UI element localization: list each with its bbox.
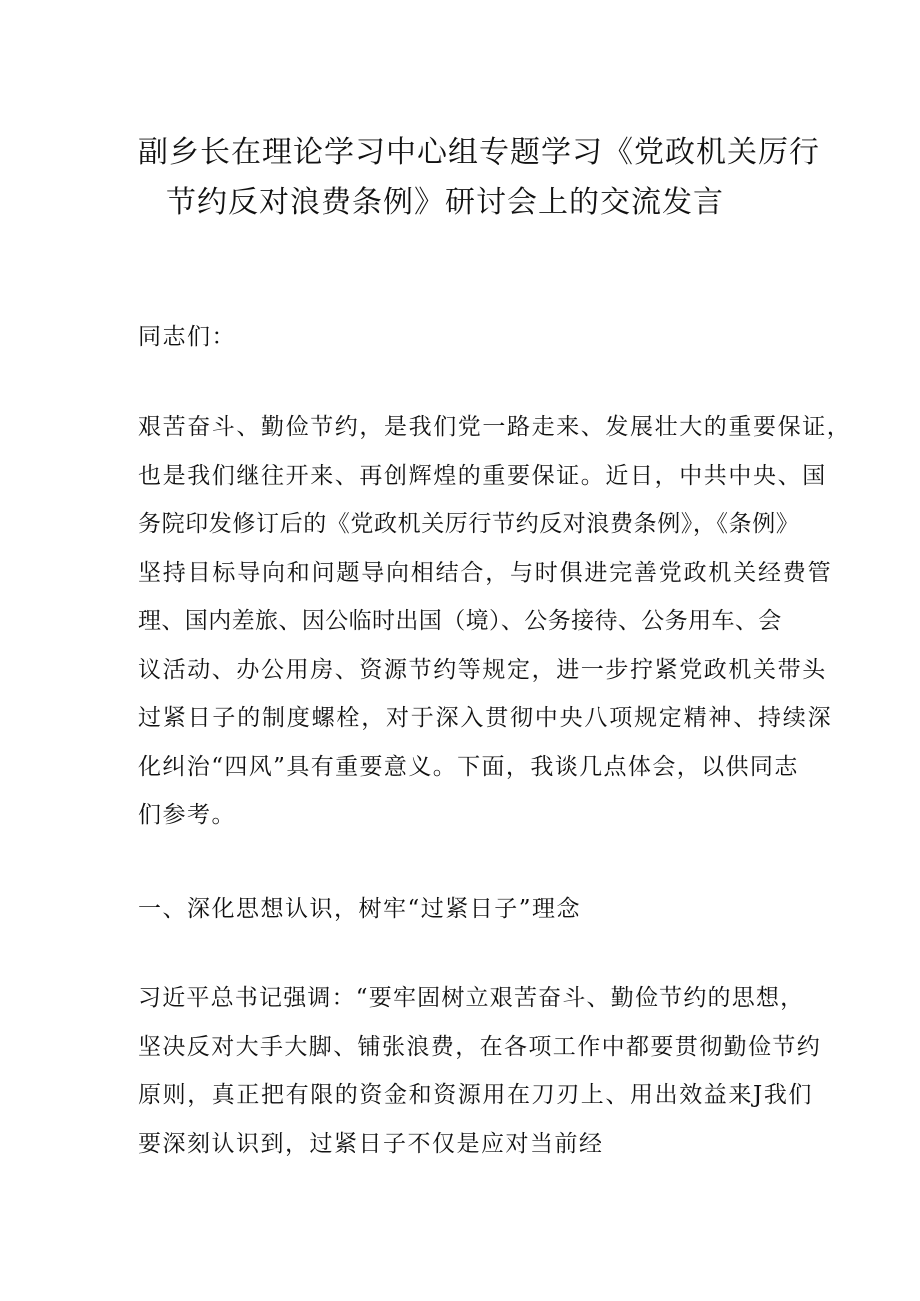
paragraph-line: 议活动、办公用房、资源节约等规定，进一步拧紧党政机关带头	[138, 656, 827, 683]
paragraph-line: 也是我们继往开来、再创辉煌的重要保证。近日，中共中央、国	[138, 462, 827, 489]
paragraph-line: 坚决反对大手大脚、铺张浪费，在各项工作中都要贯彻勤俭节约	[138, 1033, 822, 1060]
paragraph-line: 们参考。	[138, 802, 236, 828]
paragraph-line: 艰苦奋斗、勤俭节约，是我们党一路走来、发展壮大的重要保证，	[138, 414, 852, 440]
paragraph-line: 习近平总书记强调：“要牢固树立艰苦奋斗、勤俭节约的思想，	[138, 985, 805, 1011]
title-line: 副乡长在理论学习中心组专题学习《党政机关厉行	[138, 135, 820, 170]
paragraph-line: 过紧日子的制度螺栓，对于深入贯彻中央八项规定精神、持续深	[138, 705, 833, 731]
title-line: 节约反对浪费条例》研讨会上的交流发言	[166, 185, 724, 220]
paragraph-intro	[138, 403, 852, 840]
paragraph-line: 要深刻认识到，过紧日子不仅是应对当前经	[138, 1130, 604, 1157]
paragraph-line: 理、国内差旅、因公临时出国（境）、公务接待、公务用车、会	[138, 608, 782, 634]
paragraph-line: 原则，真正把有限的资金和资源用在刀刃上、用出效益来J我们	[138, 1082, 814, 1108]
paragraph-line: 坚持目标导向和问题导向相结合，与时俱进完善党政机关经费管	[138, 559, 833, 586]
paragraph-line: 化纠治“四风”具有重要意义。下面，我谈几点体会，以供同志	[138, 753, 799, 780]
document-title	[120, 128, 820, 228]
section-heading: 一、深化思想认识，树牢“过紧日子”理念	[138, 896, 582, 922]
paragraph-line: 务院印发修订后的《党政机关厉行节约反对浪费条例》，《条例》	[138, 511, 800, 537]
paragraph-section1	[138, 974, 822, 1168]
greeting: 同志们：	[138, 324, 236, 350]
